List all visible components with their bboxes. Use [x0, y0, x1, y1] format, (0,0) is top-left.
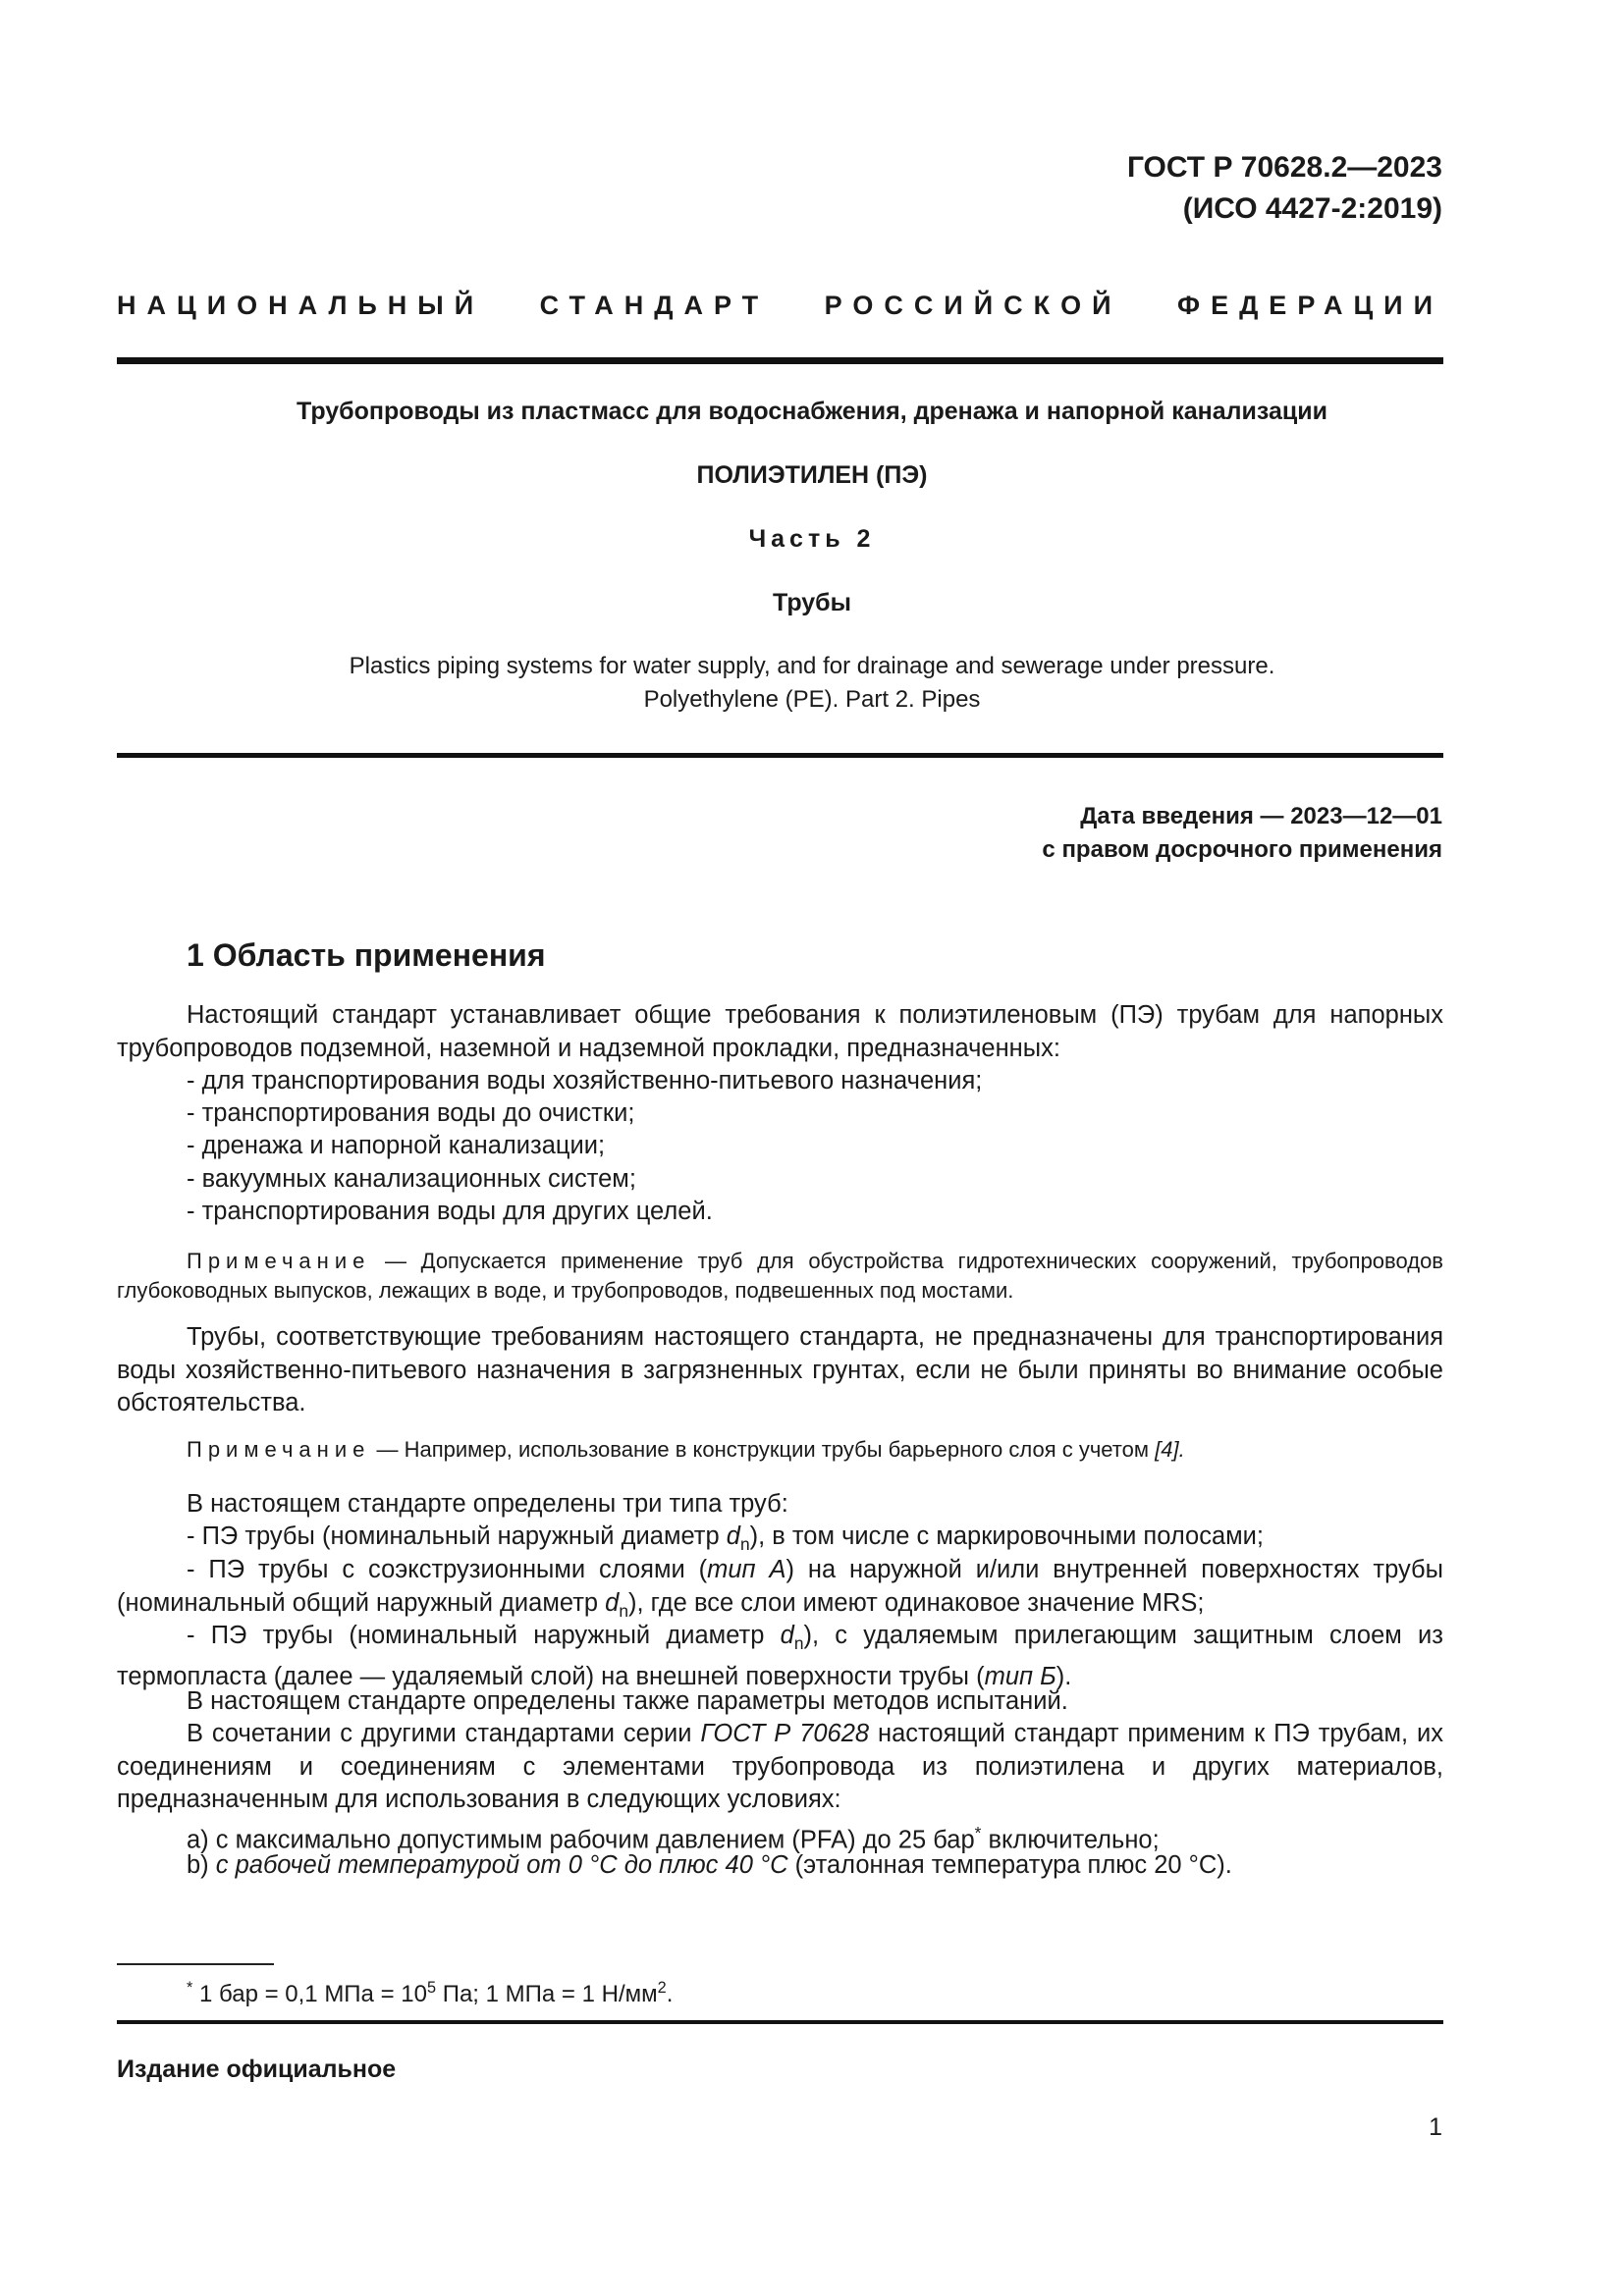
footer-rule: [117, 2020, 1443, 2024]
list-item: - вакуумных канализационных систем;: [187, 1165, 636, 1193]
footnote-rule: [117, 1963, 274, 1965]
title-line-2: ПОЛИЭТИЛЕН (ПЭ): [696, 461, 928, 489]
list-item: - транспортирования воды до очистки;: [187, 1099, 635, 1127]
paragraph-5: В сочетании с другими стандартами серии ГОСТ Р 70628 настоящий стандарт применим к ПЭ трубам, их соединениям и соединениям с элементами трубопровода из полиэтилена и других материалов, предназначенным для использования в следующих условиях:: [117, 1720, 1443, 1813]
iso-number: (ИСО 4427-2:2019): [1182, 192, 1442, 225]
paragraph-1: Настоящий стандарт устанавливает общие требования к полиэтиленовым (ПЭ) трубам для напорных трубопроводов подземной, наземной и надземной прокладки, предназначенных:: [117, 1001, 1443, 1062]
paragraph-4: В настоящем стандарте определены также параметры методов испытаний.: [187, 1687, 1068, 1715]
condition-a: а) с максимально допустимым рабочим давлением (PFA) до 25 бар* включительно;: [187, 1823, 1160, 1854]
note-2-reference: [4].: [1155, 1437, 1185, 1462]
introduction-date: [1042, 800, 1442, 867]
introduction-date-line-1: Дата введения — 2023—12—01: [1080, 803, 1442, 829]
official-edition: Издание официальное: [117, 2056, 397, 2083]
standard-number-block: [1127, 147, 1442, 230]
english-title-line-1: Plastics piping systems for water supply, and for drainage and sewerage under pressure.: [349, 653, 1275, 679]
paragraph-3: В настоящем стандарте определены три типа труб:: [187, 1490, 788, 1518]
list-item: - транспортирования воды для других целей.: [187, 1198, 713, 1225]
top-rule: [117, 357, 1443, 364]
list-item: - для транспортирования воды хозяйственно-питьевого назначения;: [187, 1067, 983, 1095]
title-line-1: Трубопроводы из пластмасс для водоснабжения, дренажа и напорной канализации: [297, 398, 1327, 425]
national-standard-heading: НАЦИОНАЛЬНЫЙ СТАНДАРТ РОССИЙСКОЙ ФЕДЕРАЦИИ: [117, 291, 1443, 320]
note-2-text: — Например, использование в конструкции трубы барьерного слоя с учетом: [370, 1437, 1156, 1462]
note-label: Примечание: [187, 1249, 371, 1273]
english-title: [0, 650, 1624, 717]
title-pipes: Трубы: [773, 589, 851, 616]
pipe-type-2: - ПЭ трубы с соэкструзионными слоями (тип А) на наружной и/или внутренней поверхностях трубы (номинальный общий наружный диаметр $d_n$), где все слои имеют одинаковое значение MRS;: [117, 1556, 1443, 1621]
section-heading: 1 Область применения: [187, 937, 546, 973]
note-1-text: — Допускается применение труб для обустройства гидротехнических сооружений, трубопроводов глубоководных выпусков, лежащих в воде, и трубопроводов, подвешенных под мостами.: [117, 1249, 1443, 1303]
note-label: Примечание: [187, 1437, 371, 1462]
note-2: [117, 1435, 1443, 1465]
standard-number: ГОСТ Р 70628.2—2023: [1126, 151, 1442, 184]
title-part: Часть 2: [748, 525, 876, 553]
footnote: * 1 бар = 0,1 МПа = $10^5$ Па; 1 МПа = 1 $Н/мм^2$.: [187, 1979, 674, 2007]
note-1: [117, 1247, 1443, 1306]
paragraph-2: Трубы, соответствующие требованиям настоящего стандарта, не предназначены для транспортирования воды хозяйственно-питьевого назначения в загрязненных грунтах, если не были приняты во внимание особые обстоятельства.: [117, 1323, 1443, 1416]
condition-b: b) с рабочей температурой от 0 °С до плюс 40 °С (эталонная температура плюс 20 °С).: [187, 1851, 1232, 1879]
pipe-type-3: - ПЭ трубы (номинальный наружный диаметр $d_n$), с удаляемым прилегающим защитным слоем из термопласта (далее — удаляемый слой) на внешней поверхности трубы (тип Б).: [117, 1622, 1443, 1690]
title-bottom-rule: [117, 753, 1443, 758]
list-item: - дренажа и напорной канализации;: [187, 1132, 606, 1159]
introduction-date-line-2: с правом досрочного применения: [1042, 836, 1442, 863]
english-title-line-2: Polyethylene (PE). Part 2. Pipes: [643, 686, 981, 713]
pipe-type-1: - ПЭ трубы (номинальный наружный диаметр $d_n$), в том числе с маркировочными полосами;: [187, 1522, 1265, 1555]
page-number: 1: [1429, 2113, 1442, 2141]
